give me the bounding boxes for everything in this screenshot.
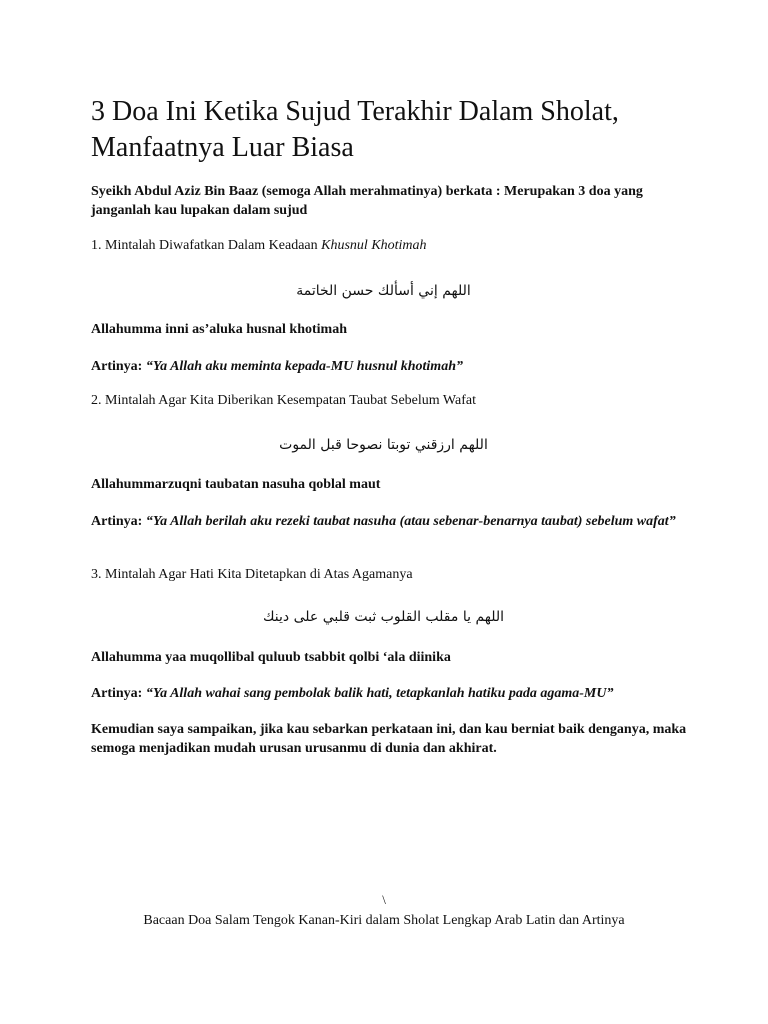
- doa-1-arabic: اللهم إني أسألك حسن الخاتمة: [296, 283, 471, 299]
- article-title: 3 Doa Ini Ketika Sujud Terakhir Dalam Sholat, Manfaatnya Luar Biasa: [91, 96, 619, 163]
- doa-2-heading: 2. Mintalah Agar Kita Diberikan Kesempatan Taubat Sebelum Wafat: [91, 393, 476, 408]
- doa-3-meaning-label: Artinya:: [91, 686, 146, 701]
- doa-1-latin: Allahumma inni as’aluka husnal khotimah: [91, 322, 347, 337]
- doa-1-meaning-text: “Ya Allah aku meminta kepada-MU husnul khotimah”: [145, 359, 463, 374]
- doa-1-heading: [91, 236, 691, 255]
- footer-mark: \: [382, 892, 386, 907]
- doa-3-latin: Allahumma yaa muqollibal quluub tsabbit qolbi ‘ala diinika: [91, 650, 451, 665]
- doa-1-heading-text: 1. Mintalah Diwafatkan Dalam Keadaan: [91, 238, 322, 253]
- intro-paragraph: Syeikh Abdul Aziz Bin Baaz (semoga Allah merahmatinya) berkata : Merupakan 3 doa yang janganlah kau lupakan dalam sujud: [91, 184, 643, 218]
- doa-2-arabic: اللهم ارزقني توبتا نصوحا قبل الموت: [279, 437, 488, 453]
- related-article-title: Bacaan Doa Salam Tengok Kanan-Kiri dalam Sholat Lengkap Arab Latin dan Artinya: [143, 913, 625, 928]
- doa-2-meaning: [91, 512, 691, 531]
- doa-1-meaning: [91, 357, 691, 376]
- doa-3-heading: 3. Mintalah Agar Hati Kita Ditetapkan di Atas Agamanya: [91, 567, 413, 582]
- doa-2-meaning-text: “Ya Allah berilah aku rezeki taubat nasuha (atau sebenar-benarnya taubat) sebelum wafat”: [145, 514, 676, 529]
- doa-2-latin: Allahummarzuqni taubatan nasuha qoblal maut: [91, 477, 381, 492]
- doa-1-heading-italic: Khusnul Khotimah: [321, 238, 427, 253]
- doa-2-meaning-label: Artinya:: [91, 514, 146, 529]
- doa-3-meaning-text: “Ya Allah wahai sang pembolak balik hati, tetapkanlah hatiku pada agama-MU”: [145, 686, 614, 701]
- closing-paragraph: Kemudian saya sampaikan, jika kau sebarkan perkataan ini, dan kau berniat baik denganya, maka semoga menjadikan mudah urusan urusanmu di dunia dan akhirat.: [91, 722, 687, 756]
- doa-3-meaning: [91, 684, 691, 703]
- doa-3-arabic: اللهم يا مقلب القلوب ثبت قلبي على دينك: [262, 609, 505, 625]
- doa-1-meaning-label: Artinya:: [91, 359, 146, 374]
